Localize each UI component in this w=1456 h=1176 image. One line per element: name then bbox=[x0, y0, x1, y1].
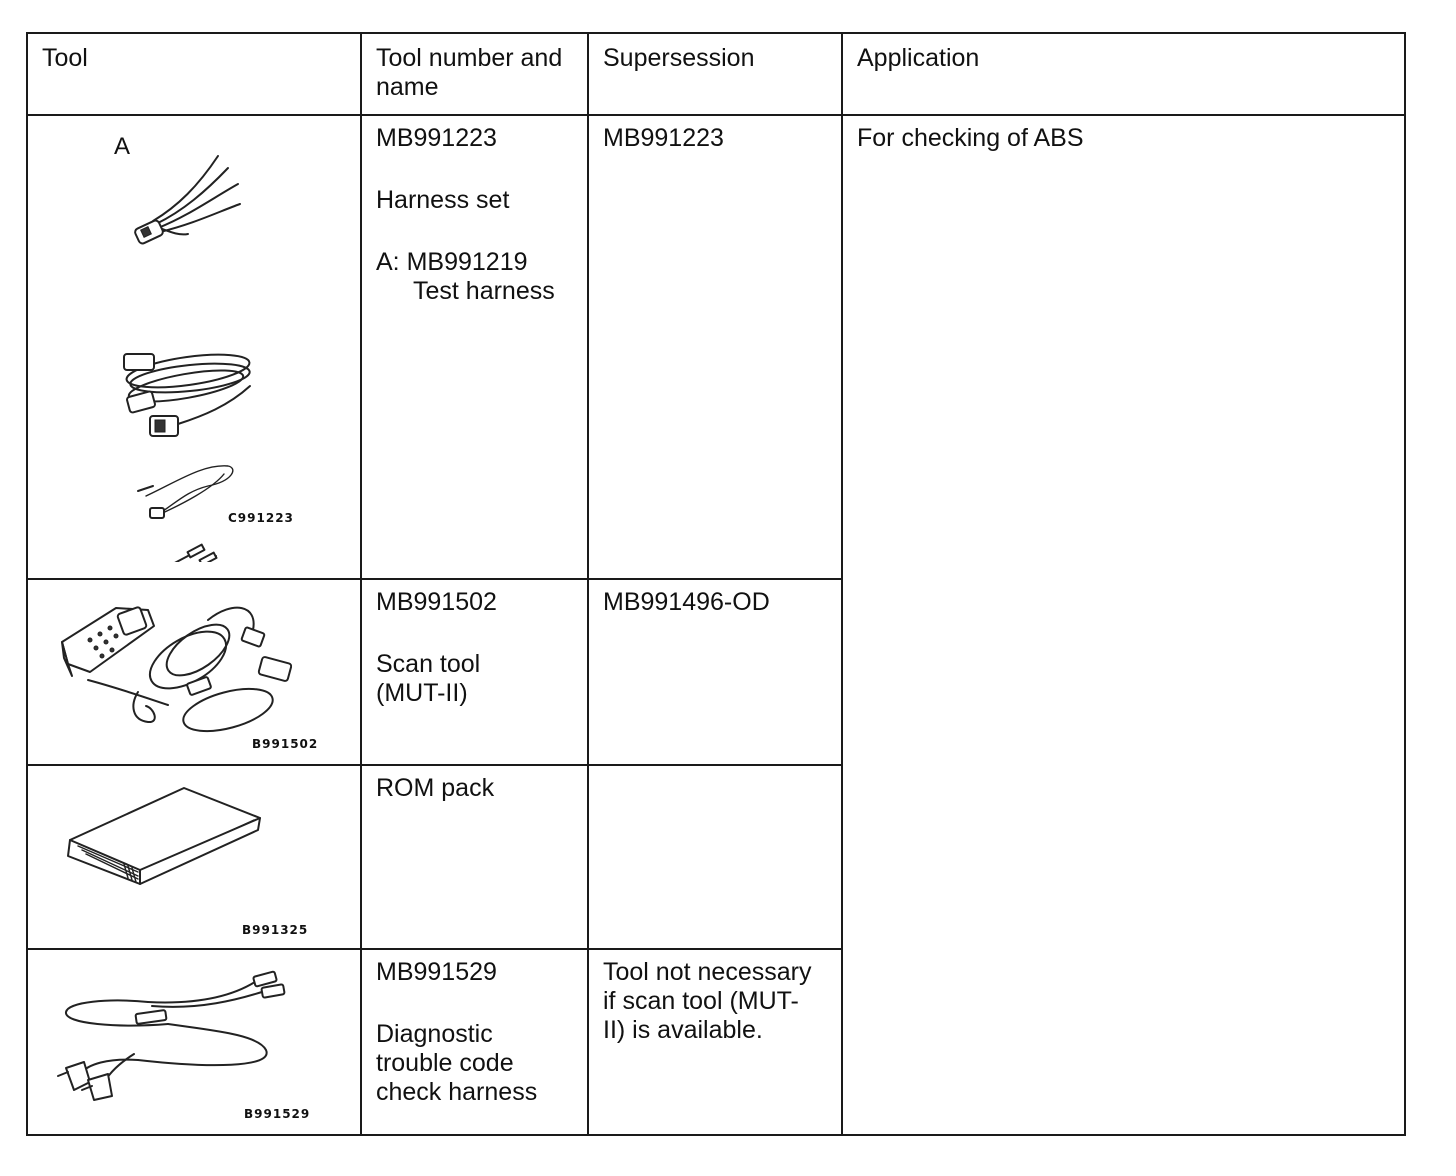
supersession-cell bbox=[588, 579, 842, 765]
supersession-cell bbox=[588, 949, 842, 1135]
supersession-cell bbox=[588, 765, 842, 949]
tool-number: MB991529 bbox=[376, 958, 497, 986]
tool-number-cell bbox=[361, 115, 588, 579]
tool-name: Harness set bbox=[376, 186, 510, 214]
header-tool: Tool bbox=[27, 33, 361, 115]
rom-pack-icon bbox=[28, 766, 360, 948]
sub-tool-name: Test harness bbox=[413, 277, 555, 305]
tool-name: ROM pack bbox=[376, 774, 495, 802]
figure-code: B991502 bbox=[252, 737, 319, 751]
tool-name-line-2: (MUT-II) bbox=[376, 679, 468, 707]
header-tool-number-and-name: Tool number and name bbox=[361, 33, 588, 115]
tool-number-cell bbox=[361, 765, 588, 949]
supersession-line-3: II) is available. bbox=[603, 1016, 763, 1044]
header-row bbox=[27, 33, 1405, 115]
figure-code: B991529 bbox=[244, 1107, 311, 1121]
harness-set-icon bbox=[28, 116, 360, 562]
supersession-cell bbox=[588, 115, 842, 579]
application-cell bbox=[842, 115, 1405, 1135]
figure-code: B991325 bbox=[242, 923, 309, 937]
tool-name-line-1: Scan tool bbox=[376, 650, 481, 678]
supersession-value: MB991223 bbox=[603, 124, 724, 152]
tool-figure-cell bbox=[27, 115, 361, 579]
header-application: Application bbox=[842, 33, 1405, 115]
table-row bbox=[27, 115, 1405, 579]
application-value: For checking of ABS bbox=[857, 124, 1084, 152]
supersession-line-1: Tool not necessary bbox=[603, 958, 812, 986]
special-tools-sheet bbox=[26, 32, 1406, 1134]
tool-name-line-3: check harness bbox=[376, 1078, 538, 1106]
sub-tool-number: MB991219 bbox=[406, 248, 528, 276]
figure-label: A bbox=[114, 133, 131, 160]
tool-number-cell bbox=[361, 949, 588, 1135]
supersession-line-2: if scan tool (MUT- bbox=[603, 987, 799, 1015]
tool-number-cell bbox=[361, 579, 588, 765]
tool-figure-cell bbox=[27, 765, 361, 949]
tool-name-line-2: trouble code bbox=[376, 1049, 514, 1077]
tool-figure-cell bbox=[27, 949, 361, 1135]
figure-code: C991223 bbox=[228, 511, 294, 525]
tool-name-line-1: Diagnostic bbox=[376, 1020, 493, 1048]
tool-number: MB991502 bbox=[376, 588, 497, 616]
sub-tool bbox=[376, 248, 573, 277]
tool-figure-cell bbox=[27, 579, 361, 765]
sub-tool-label: A: bbox=[376, 248, 400, 276]
header-supersession: Supersession bbox=[588, 33, 842, 115]
tool-number: MB991223 bbox=[376, 124, 497, 152]
special-tools-table bbox=[26, 32, 1406, 1136]
supersession-value: MB991496-OD bbox=[603, 588, 770, 616]
